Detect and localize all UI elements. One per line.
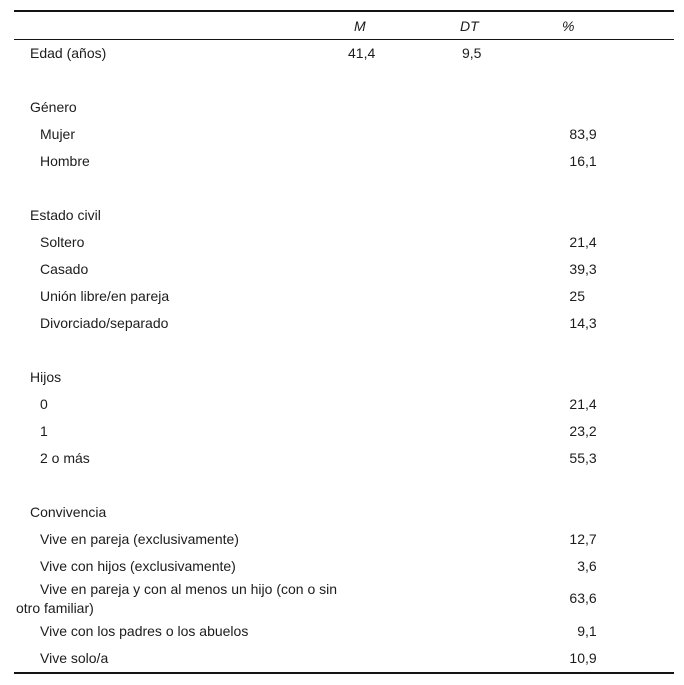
value-pct-int: 10 bbox=[569, 649, 585, 666]
demographics-table bbox=[14, 10, 674, 674]
value-dt bbox=[458, 618, 558, 645]
value-pct bbox=[558, 256, 674, 283]
value-dt bbox=[458, 526, 558, 553]
table-row bbox=[14, 256, 674, 283]
value-m bbox=[342, 418, 458, 445]
value-m bbox=[342, 499, 458, 526]
value-pct-dec: ,6 bbox=[585, 558, 597, 575]
value-dt bbox=[458, 499, 558, 526]
value-pct-dec: ,3 bbox=[585, 261, 597, 278]
value-m bbox=[342, 256, 458, 283]
spacer-row bbox=[14, 472, 674, 499]
value-pct bbox=[558, 580, 674, 618]
value-dt bbox=[458, 418, 558, 445]
row-label: Hijos bbox=[30, 369, 62, 386]
table-row bbox=[14, 418, 674, 445]
value-pct-dec: ,4 bbox=[585, 396, 597, 413]
value-pct bbox=[558, 310, 674, 337]
spacer-cell bbox=[14, 472, 674, 499]
row-label: Mujer bbox=[40, 126, 76, 143]
row-label: Divorciado/separado bbox=[40, 315, 169, 332]
value-m: 41,4 bbox=[348, 45, 376, 62]
row-label: Edad (años) bbox=[30, 45, 107, 62]
value-pct-int: 3 bbox=[577, 558, 585, 575]
value-pct-int: 39 bbox=[569, 261, 585, 278]
row-label: Casado bbox=[40, 261, 89, 278]
spacer-cell bbox=[14, 67, 674, 94]
value-pct bbox=[558, 553, 674, 580]
row-label: Vive solo/a bbox=[40, 649, 109, 666]
value-m bbox=[342, 121, 458, 148]
value-pct bbox=[558, 391, 674, 418]
spacer-row bbox=[14, 175, 674, 202]
row-label: Unión libre/en pareja bbox=[40, 288, 170, 305]
header-row bbox=[14, 11, 674, 40]
value-dt bbox=[458, 229, 558, 256]
table-row bbox=[14, 445, 674, 472]
value-dt bbox=[458, 310, 558, 337]
value-pct bbox=[558, 121, 674, 148]
value-dt bbox=[458, 445, 558, 472]
value-m bbox=[342, 364, 458, 391]
spacer-row bbox=[14, 67, 674, 94]
value-pct-int: 16 bbox=[569, 153, 585, 170]
table-row bbox=[14, 553, 674, 580]
value-m bbox=[342, 148, 458, 175]
value-pct bbox=[558, 229, 674, 256]
row-label: Género bbox=[30, 99, 77, 116]
value-pct-int: 83 bbox=[569, 126, 585, 143]
table-row bbox=[14, 229, 674, 256]
table-row bbox=[14, 148, 674, 175]
row-label: Vive con hijos (exclusivamente) bbox=[40, 558, 236, 575]
section-row bbox=[14, 94, 674, 121]
value-m bbox=[342, 526, 458, 553]
value-m bbox=[342, 580, 458, 618]
value-pct-dec: ,1 bbox=[585, 622, 597, 639]
value-dt bbox=[458, 283, 558, 310]
value-m bbox=[342, 618, 458, 645]
value-m bbox=[342, 645, 458, 673]
value-pct bbox=[558, 148, 674, 175]
value-dt bbox=[458, 364, 558, 391]
table-row bbox=[14, 618, 674, 645]
value-m bbox=[342, 310, 458, 337]
value-dt bbox=[458, 121, 558, 148]
value-m bbox=[342, 553, 458, 580]
value-pct-int: 21 bbox=[569, 396, 585, 413]
value-pct-int: 21 bbox=[569, 234, 585, 251]
value-dt bbox=[458, 645, 558, 673]
value-dt bbox=[458, 202, 558, 229]
value-dt bbox=[458, 553, 558, 580]
value-dt bbox=[458, 580, 558, 618]
value-pct-int: 55 bbox=[569, 450, 585, 467]
row-label: Convivencia bbox=[30, 504, 107, 521]
value-pct bbox=[558, 364, 674, 391]
row-label: 1 bbox=[40, 423, 48, 440]
table-row bbox=[14, 40, 674, 68]
value-m bbox=[342, 229, 458, 256]
row-label: Soltero bbox=[40, 234, 85, 251]
value-m bbox=[342, 202, 458, 229]
value-pct-dec: ,3 bbox=[585, 450, 597, 467]
table-body bbox=[14, 40, 674, 673]
table-row bbox=[14, 283, 674, 310]
value-pct bbox=[558, 283, 674, 310]
table-row bbox=[14, 121, 674, 148]
row-label: Vive con los padres o los abuelos bbox=[40, 622, 249, 639]
value-pct-int: 23 bbox=[569, 423, 585, 440]
value-dt bbox=[458, 256, 558, 283]
value-m bbox=[342, 283, 458, 310]
value-m bbox=[342, 94, 458, 121]
value-dt: 9,5 bbox=[462, 45, 482, 62]
row-label: 2 o más bbox=[40, 450, 90, 467]
spacer-cell bbox=[14, 337, 674, 364]
table-row bbox=[14, 310, 674, 337]
section-row bbox=[14, 364, 674, 391]
table-row bbox=[14, 526, 674, 553]
row-label: Estado civil bbox=[30, 207, 101, 224]
value-pct bbox=[558, 418, 674, 445]
value-pct-dec: ,7 bbox=[585, 531, 597, 548]
value-pct-dec: ,9 bbox=[585, 126, 597, 143]
col-header-dt: DT bbox=[458, 11, 558, 40]
spacer-cell bbox=[14, 175, 674, 202]
table-row bbox=[14, 580, 674, 618]
value-pct-dec: ,2 bbox=[585, 423, 597, 440]
value-pct bbox=[558, 645, 674, 673]
value-pct-dec: ,1 bbox=[585, 153, 597, 170]
section-row bbox=[14, 202, 674, 229]
col-header-m: M bbox=[342, 11, 458, 40]
value-pct-dec: ,9 bbox=[585, 649, 597, 666]
row-label: Vive en pareja y con al menos un hijo (con o sin otro familiar) bbox=[16, 581, 338, 616]
value-pct bbox=[558, 202, 674, 229]
table-row bbox=[14, 645, 674, 673]
section-row bbox=[14, 499, 674, 526]
value-pct bbox=[558, 40, 674, 68]
value-dt bbox=[458, 94, 558, 121]
value-pct bbox=[558, 499, 674, 526]
row-label: 0 bbox=[40, 396, 48, 413]
value-pct bbox=[558, 94, 674, 121]
value-pct-dec: ,3 bbox=[585, 315, 597, 332]
value-pct-dec: ,4 bbox=[585, 234, 597, 251]
value-m bbox=[342, 391, 458, 418]
value-dt bbox=[458, 148, 558, 175]
value-pct-int: 14 bbox=[569, 315, 585, 332]
col-header-pct: % bbox=[558, 11, 674, 40]
row-label: Hombre bbox=[40, 153, 90, 170]
value-pct bbox=[558, 445, 674, 472]
col-header-empty bbox=[14, 11, 342, 40]
value-dt bbox=[458, 391, 558, 418]
value-pct-int: 9 bbox=[577, 622, 585, 639]
table-row bbox=[14, 391, 674, 418]
table-header bbox=[14, 11, 674, 40]
spacer-row bbox=[14, 337, 674, 364]
value-pct-int: 12 bbox=[569, 531, 585, 548]
value-m bbox=[342, 445, 458, 472]
value-pct bbox=[558, 618, 674, 645]
value-pct bbox=[558, 526, 674, 553]
value-pct-dec: ,6 bbox=[585, 590, 597, 607]
value-pct-int: 25 bbox=[569, 288, 585, 305]
row-label: Vive en pareja (exclusivamente) bbox=[40, 531, 239, 548]
value-pct-int: 63 bbox=[569, 590, 585, 607]
